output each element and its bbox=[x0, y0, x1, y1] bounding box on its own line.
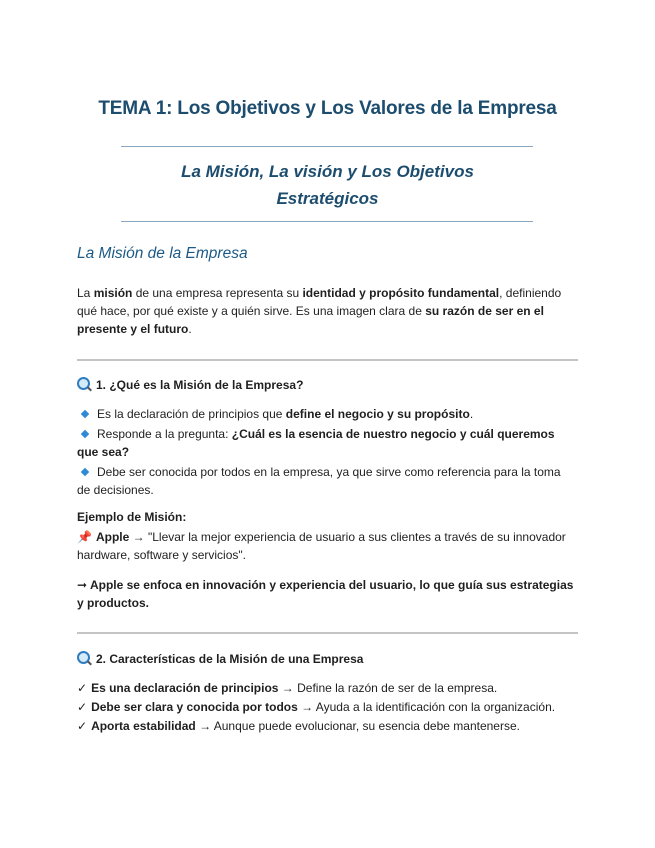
check-icon: ✓ bbox=[77, 700, 88, 714]
bullet-bold: ¿Cuál es la esencia de nuestro negocio y cuál queremos que sea? bbox=[77, 427, 555, 459]
bullet-text: Responde a la pregunta: bbox=[97, 427, 232, 441]
item-text: → Define la razón de ser de la empresa. bbox=[278, 681, 498, 695]
question-2-heading-text: 2. Características de la Misión de una Empresa bbox=[96, 652, 364, 666]
intro-bold: identidad y propósito fundamental bbox=[302, 286, 500, 300]
list-item bbox=[77, 698, 577, 717]
bullet-text: . bbox=[469, 407, 474, 421]
intro-bold: misión bbox=[93, 286, 133, 300]
example-label: Ejemplo de Misión: bbox=[77, 510, 187, 524]
question-1-heading-text: 1. ¿Qué es la Misión de la Empresa? bbox=[96, 378, 304, 392]
intro-paragraph bbox=[77, 284, 577, 338]
example-brand: Apple bbox=[95, 530, 130, 544]
page-title: TEMA 1: Los Objetivos y Los Valores de la Empresa bbox=[98, 98, 557, 119]
magnifier-icon bbox=[77, 651, 90, 664]
bullet-bold: define el negocio y su propósito bbox=[285, 407, 470, 421]
subtitle-line-2: Estratégicos bbox=[276, 189, 379, 208]
example-quote: → "Llevar la mejor experiencia de usuario a sus clientes a través de su innovador hardware, software y servicios". bbox=[77, 530, 566, 562]
intro-text: La bbox=[77, 286, 94, 300]
example-conclusion: ➞ Apple se enfoca en innovación y experiencia del usuario, lo que guía sus estrategias y productos. bbox=[77, 578, 574, 610]
intro-bold: su razón de ser en el presente y el futuro bbox=[77, 304, 544, 336]
subtitle bbox=[0, 158, 655, 212]
magnifier-icon bbox=[77, 377, 90, 390]
example-text bbox=[77, 528, 577, 564]
blue-diamond-icon bbox=[81, 430, 89, 438]
section-heading: La Misión de la Empresa bbox=[77, 245, 248, 262]
title-divider-bottom bbox=[121, 221, 533, 222]
list-item bbox=[77, 717, 577, 736]
section-divider bbox=[77, 359, 578, 361]
item-bold: Debe ser clara y conocida por todos bbox=[91, 700, 298, 714]
pushpin-icon: 📌 bbox=[77, 530, 92, 544]
item-bold: Es una declaración de principios bbox=[91, 681, 279, 695]
title-divider-top bbox=[121, 146, 533, 147]
check-icon: ✓ bbox=[77, 719, 88, 733]
intro-text: . bbox=[188, 322, 192, 336]
section-divider bbox=[77, 632, 578, 634]
list-item bbox=[77, 679, 577, 698]
question-1-bullets bbox=[77, 405, 577, 499]
question-2-heading bbox=[77, 651, 363, 666]
item-text: → Aunque puede evolucionar, su esencia debe mantenerse. bbox=[195, 719, 520, 733]
bullet-text: Debe ser conocida por todos en la empresa, ya que sirve como referencia para la toma de decisiones. bbox=[77, 465, 561, 497]
check-icon: ✓ bbox=[77, 681, 88, 695]
item-text: → Ayuda a la identificación con la organización. bbox=[297, 700, 556, 714]
intro-text: , definiendo qué hace, por qué existe y a quién sirve. Es una imagen clara de bbox=[77, 286, 562, 318]
bullet-text: Es la declaración de principios que bbox=[97, 407, 286, 421]
item-bold: Aporta estabilidad bbox=[91, 719, 196, 733]
subtitle-line-1: La Misión, La visión y Los Objetivos bbox=[181, 162, 474, 181]
question-2-list bbox=[77, 679, 577, 736]
list-item bbox=[77, 425, 577, 461]
list-item bbox=[77, 405, 577, 423]
blue-diamond-icon bbox=[81, 468, 89, 476]
list-item bbox=[77, 463, 577, 499]
intro-text: de una empresa representa su bbox=[132, 286, 303, 300]
question-1-heading bbox=[77, 377, 303, 392]
blue-diamond-icon bbox=[81, 410, 89, 418]
